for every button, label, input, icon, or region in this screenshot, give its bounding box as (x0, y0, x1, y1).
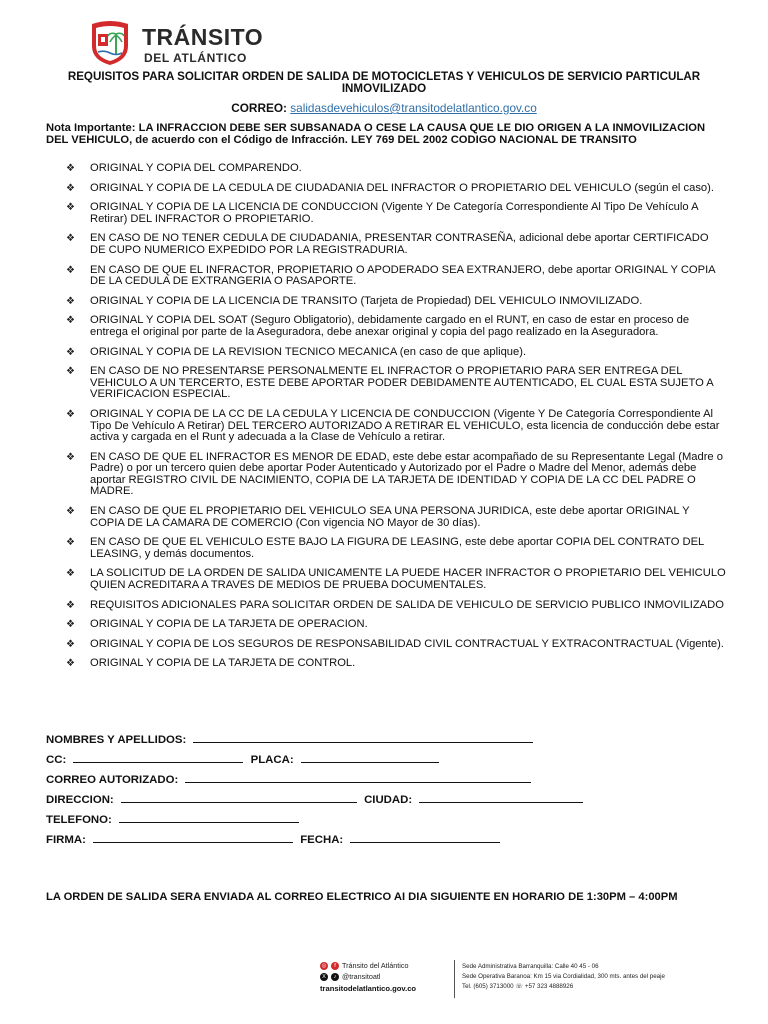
x-icon[interactable]: X (320, 973, 328, 981)
final-note: LA ORDEN DE SALIDA SERA ENVIADA AL CORREO ELECTRICO AI DIA SIGUIENTE EN HORARIO DE 1:30PM – 4:00PM (46, 891, 678, 903)
fecha-field[interactable] (350, 832, 500, 843)
shield-icon (88, 20, 132, 66)
requirement-item (66, 409, 726, 444)
requirement-text: ORIGINAL Y COPIA DE LA LICENCIA DE TRANSITO (Tarjeta de Propiedad) DEL VEHICULO INMOVILIZADO. (90, 294, 643, 307)
whatsapp-icon: ☏ (515, 983, 524, 990)
diamond-bullet-icon: ❖ (66, 506, 75, 518)
diamond-bullet-icon: ❖ (66, 537, 75, 549)
diamond-bullet-icon: ❖ (66, 264, 75, 276)
footer-website[interactable]: transitodelatlantico.gov.co (320, 984, 417, 993)
requirement-item (66, 619, 726, 631)
document-title: REQUISITOS PARA SOLICITAR ORDEN DE SALIDA DE MOTOCICLETAS Y VEHICULOS DE SERVICIO PARTICULAR INMOVILIZADO (67, 70, 701, 95)
requirement-text: ORIGINAL Y COPIA DE LA CEDULA DE CIUDADANIA DEL INFRACTOR O PROPIETARIO DEL VEHICULO (según el caso). (90, 181, 714, 194)
applicant-form (46, 732, 726, 852)
email-link[interactable]: salidasdevehiculos@transitodelatlantico.gov.co (290, 101, 537, 115)
tiktok-icon[interactable]: ♪ (331, 973, 339, 981)
phone-number: Tel. (605) 3713000 (462, 983, 514, 990)
direccion-label: DIRECCION: (46, 794, 114, 806)
placa-field[interactable] (301, 752, 439, 763)
requirement-text: EN CASO DE QUE EL INFRACTOR ES MENOR DE EDAD, este debe estar acompañado de su Representante Legal (Madre o Padre) o por un tercero quien debe aportar Poder Autenticado y Autorizado por el Padre o Madre del Menor, además debe aportar REGISTRO CIVIL DE NACIMIENTO, COPIA DE LA TARJETA DE IDENTIDAD Y COPIA DE LA CC DEL PADRE O MADRE. (90, 450, 723, 498)
form-row-cc-placa (46, 752, 726, 772)
fecha-label: FECHA: (300, 834, 344, 846)
requirement-item (66, 366, 726, 401)
requirements-list (66, 163, 726, 678)
email-line (28, 101, 740, 115)
requirement-item (66, 163, 726, 175)
diamond-bullet-icon: ❖ (66, 182, 75, 194)
correo-label: CORREO AUTORIZADO: (46, 774, 179, 786)
important-note: Nota Importante: LA INFRACCION DEBE SER SUBSANADA O CESE LA CAUSA QUE LE DIO ORIGEN A LA INMOVILIZACION DEL VEHICULO, de acuerdo con el Código de Infracción. LEY 769 DEL 2002 CODIGO NACIONAL DE TRANSITO (46, 122, 706, 146)
footer-divider (454, 960, 455, 998)
diamond-bullet-icon: ❖ (66, 568, 75, 580)
requirement-item (66, 658, 726, 670)
requirement-item (66, 452, 726, 498)
requirement-item (66, 202, 726, 225)
diamond-bullet-icon: ❖ (66, 295, 75, 307)
requirement-item (66, 639, 726, 651)
instagram-icon[interactable]: ◎ (321, 962, 327, 969)
social-handle: @transitoatl (342, 972, 381, 981)
transito-logo (88, 20, 268, 68)
logo-subtitle: DEL ATLÁNTICO (144, 51, 247, 65)
diamond-bullet-icon: ❖ (66, 346, 75, 358)
social-name: Tránsito del Atlántico (342, 961, 409, 970)
requirement-text: ORIGINAL Y COPIA DE LA TARJETA DE OPERACION. (90, 618, 368, 631)
direccion-field[interactable] (121, 792, 357, 803)
requirement-text: EN CASO DE NO TENER CEDULA DE CIUDADANIA, PRESENTAR CONTRASEÑA, adicional debe aportar CERTIFICADO DE CUPO NUMERICO EXPEDIDO POR LA REGISTRADURIA. (90, 232, 709, 256)
requirement-item (66, 296, 726, 308)
telefono-field[interactable] (119, 812, 299, 823)
firma-label: FIRMA: (46, 834, 86, 846)
cc-label: CC: (46, 754, 67, 766)
social-handle-row (320, 971, 450, 982)
footer-addresses (462, 962, 742, 992)
diamond-bullet-icon: ❖ (66, 619, 75, 631)
form-row-firma-fecha (46, 832, 726, 852)
requirement-item (66, 506, 726, 529)
sede-admin: Sede Administrativa Barranquilla: Calle 40 45 - 06 (462, 963, 599, 970)
ciudad-label: CIUDAD: (364, 794, 413, 806)
contact-row (462, 982, 742, 992)
nombres-field[interactable] (193, 732, 533, 743)
diamond-bullet-icon: ❖ (66, 163, 75, 174)
requirement-text: ORIGINAL Y COPIA DE LA CC DE LA CEDULA Y LICENCIA DE CONDUCCION (Vigente Y De Categoría Correspondiente Al Tipo De Vehículo A Retirar) DEL TERCERO AUTORIZADO A RETIRAR EL VEHICULO, esta licencia de conducción debe estar activa y cargada en el Runt y adecuada a la Clase de Vehículo a retirar. (90, 407, 720, 444)
form-row-direccion-ciudad (46, 792, 726, 812)
diamond-bullet-icon: ❖ (66, 638, 75, 650)
footer-social (320, 960, 450, 993)
facebook-icon[interactable]: f (331, 962, 339, 970)
form-row-nombres (46, 732, 726, 752)
diamond-bullet-icon: ❖ (66, 408, 75, 420)
telefono-label: TELEFONO: (46, 814, 112, 826)
form-row-telefono (46, 812, 726, 832)
whatsapp-number: +57 323 4888926 (524, 983, 574, 990)
logo-title: TRÁNSITO (142, 24, 264, 50)
requirement-item (66, 315, 726, 338)
cc-field[interactable] (73, 752, 243, 763)
diamond-bullet-icon: ❖ (66, 599, 75, 611)
requirement-text: EN CASO DE NO PRESENTARSE PERSONALMENTE EL INFRACTOR O PROPIETARIO PARA SER ENTREGA DEL VEHICULO A UN TERCERTO, ESTE DEBE APORTAR PODER DEBIDAMENTE AUTENTICADO, EL CUAL ESTA SUJETO A VERIFICACION ESPECIAL. (90, 365, 714, 401)
requirement-text: EN CASO DE QUE EL VEHICULO ESTE BAJO LA FIGURA DE LEASING, este debe aportar COPIA DEL CONTRATO DEL LEASING, y demás documentos. (90, 536, 704, 560)
requirement-item (66, 600, 726, 612)
email-label: CORREO: (231, 101, 287, 115)
nombres-label: NOMBRES Y APELLIDOS: (46, 734, 187, 746)
diamond-bullet-icon: ❖ (66, 233, 75, 245)
placa-label: PLACA: (250, 754, 294, 766)
ciudad-field[interactable] (419, 792, 583, 803)
requirement-text: ORIGINAL Y COPIA DE LA TARJETA DE CONTROL. (90, 657, 356, 670)
diamond-bullet-icon: ❖ (66, 315, 75, 327)
footer (320, 960, 740, 1000)
requirement-text: REQUISITOS ADICIONALES PARA SOLICITAR ORDEN DE SALIDA DE VEHICULO DE SERVICIO PUBLICO INMOVILIZADO (90, 598, 724, 611)
correo-field[interactable] (185, 772, 531, 783)
sede-operativa: Sede Operativa Baranoa: Km 15 via Cordialidad, 300 mts. antes del peaje (462, 973, 665, 980)
form-row-correo (46, 772, 726, 792)
requirement-text: ORIGINAL Y COPIA DE LA REVISION TECNICO MECANICA (en caso de que aplique). (90, 345, 527, 358)
diamond-bullet-icon: ❖ (66, 366, 75, 378)
firma-field[interactable] (93, 832, 293, 843)
requirement-text: EN CASO DE QUE EL INFRACTOR, PROPIETARIO O APODERADO SEA EXTRANJERO, debe aportar ORIGINAL Y COPIA DE LA CEDULA DE EXTRANGERIA O PASAPORTE. (90, 263, 716, 288)
requirement-item (66, 537, 726, 560)
diamond-bullet-icon: ❖ (66, 658, 75, 670)
requirement-text: ORIGINAL Y COPIA DE LA LICENCIA DE CONDUCCION (Vigente Y De Categoría Correspondiente Al Tipo De Vehículo A Retirar) DEL INFRACTOR O PROPIETARIO. (90, 201, 698, 225)
requirement-item (66, 183, 726, 195)
requirement-text: ORIGINAL Y COPIA DE LOS SEGUROS DE RESPONSABILIDAD CIVIL CONTRACTUAL Y EXTRACONTRACTUAL (Vigente). (90, 637, 724, 650)
requirement-text: ORIGINAL Y COPIA DEL COMPARENDO. (90, 162, 302, 174)
diamond-bullet-icon: ❖ (66, 202, 75, 214)
requirement-text: EN CASO DE QUE EL PROPIETARIO DEL VEHICULO SEA UNA PERSONA JURIDICA, este debe aportar ORIGINAL Y COPIA DE LA CAMARA DE COMERCIO (Con vigencia NO Mayor de 30 días). (90, 505, 690, 529)
requirement-item (66, 568, 726, 591)
social-name-row (320, 960, 450, 971)
requirement-item (66, 233, 726, 256)
diamond-bullet-icon: ❖ (66, 451, 75, 463)
requirement-text: LA SOLICITUD DE LA ORDEN DE SALIDA UNICAMENTE LA PUEDE HACER INFRACTOR O PROPIETARIO DEL VEHICULO QUIEN ACREDITARA A TRAVES DE MEDIOS DE PRUEBA DOCUMENTALES. (90, 567, 726, 592)
requirement-text: ORIGINAL Y COPIA DEL SOAT (Seguro Obligatorio), debidamente cargado en el RUNT, en caso de estar en proceso de entrega el original por parte de la Aseguradora, debe anexar original y copia del pago realizado en la Aseguradora. (90, 314, 690, 338)
requirement-item (66, 265, 726, 288)
requirement-item (66, 347, 726, 359)
